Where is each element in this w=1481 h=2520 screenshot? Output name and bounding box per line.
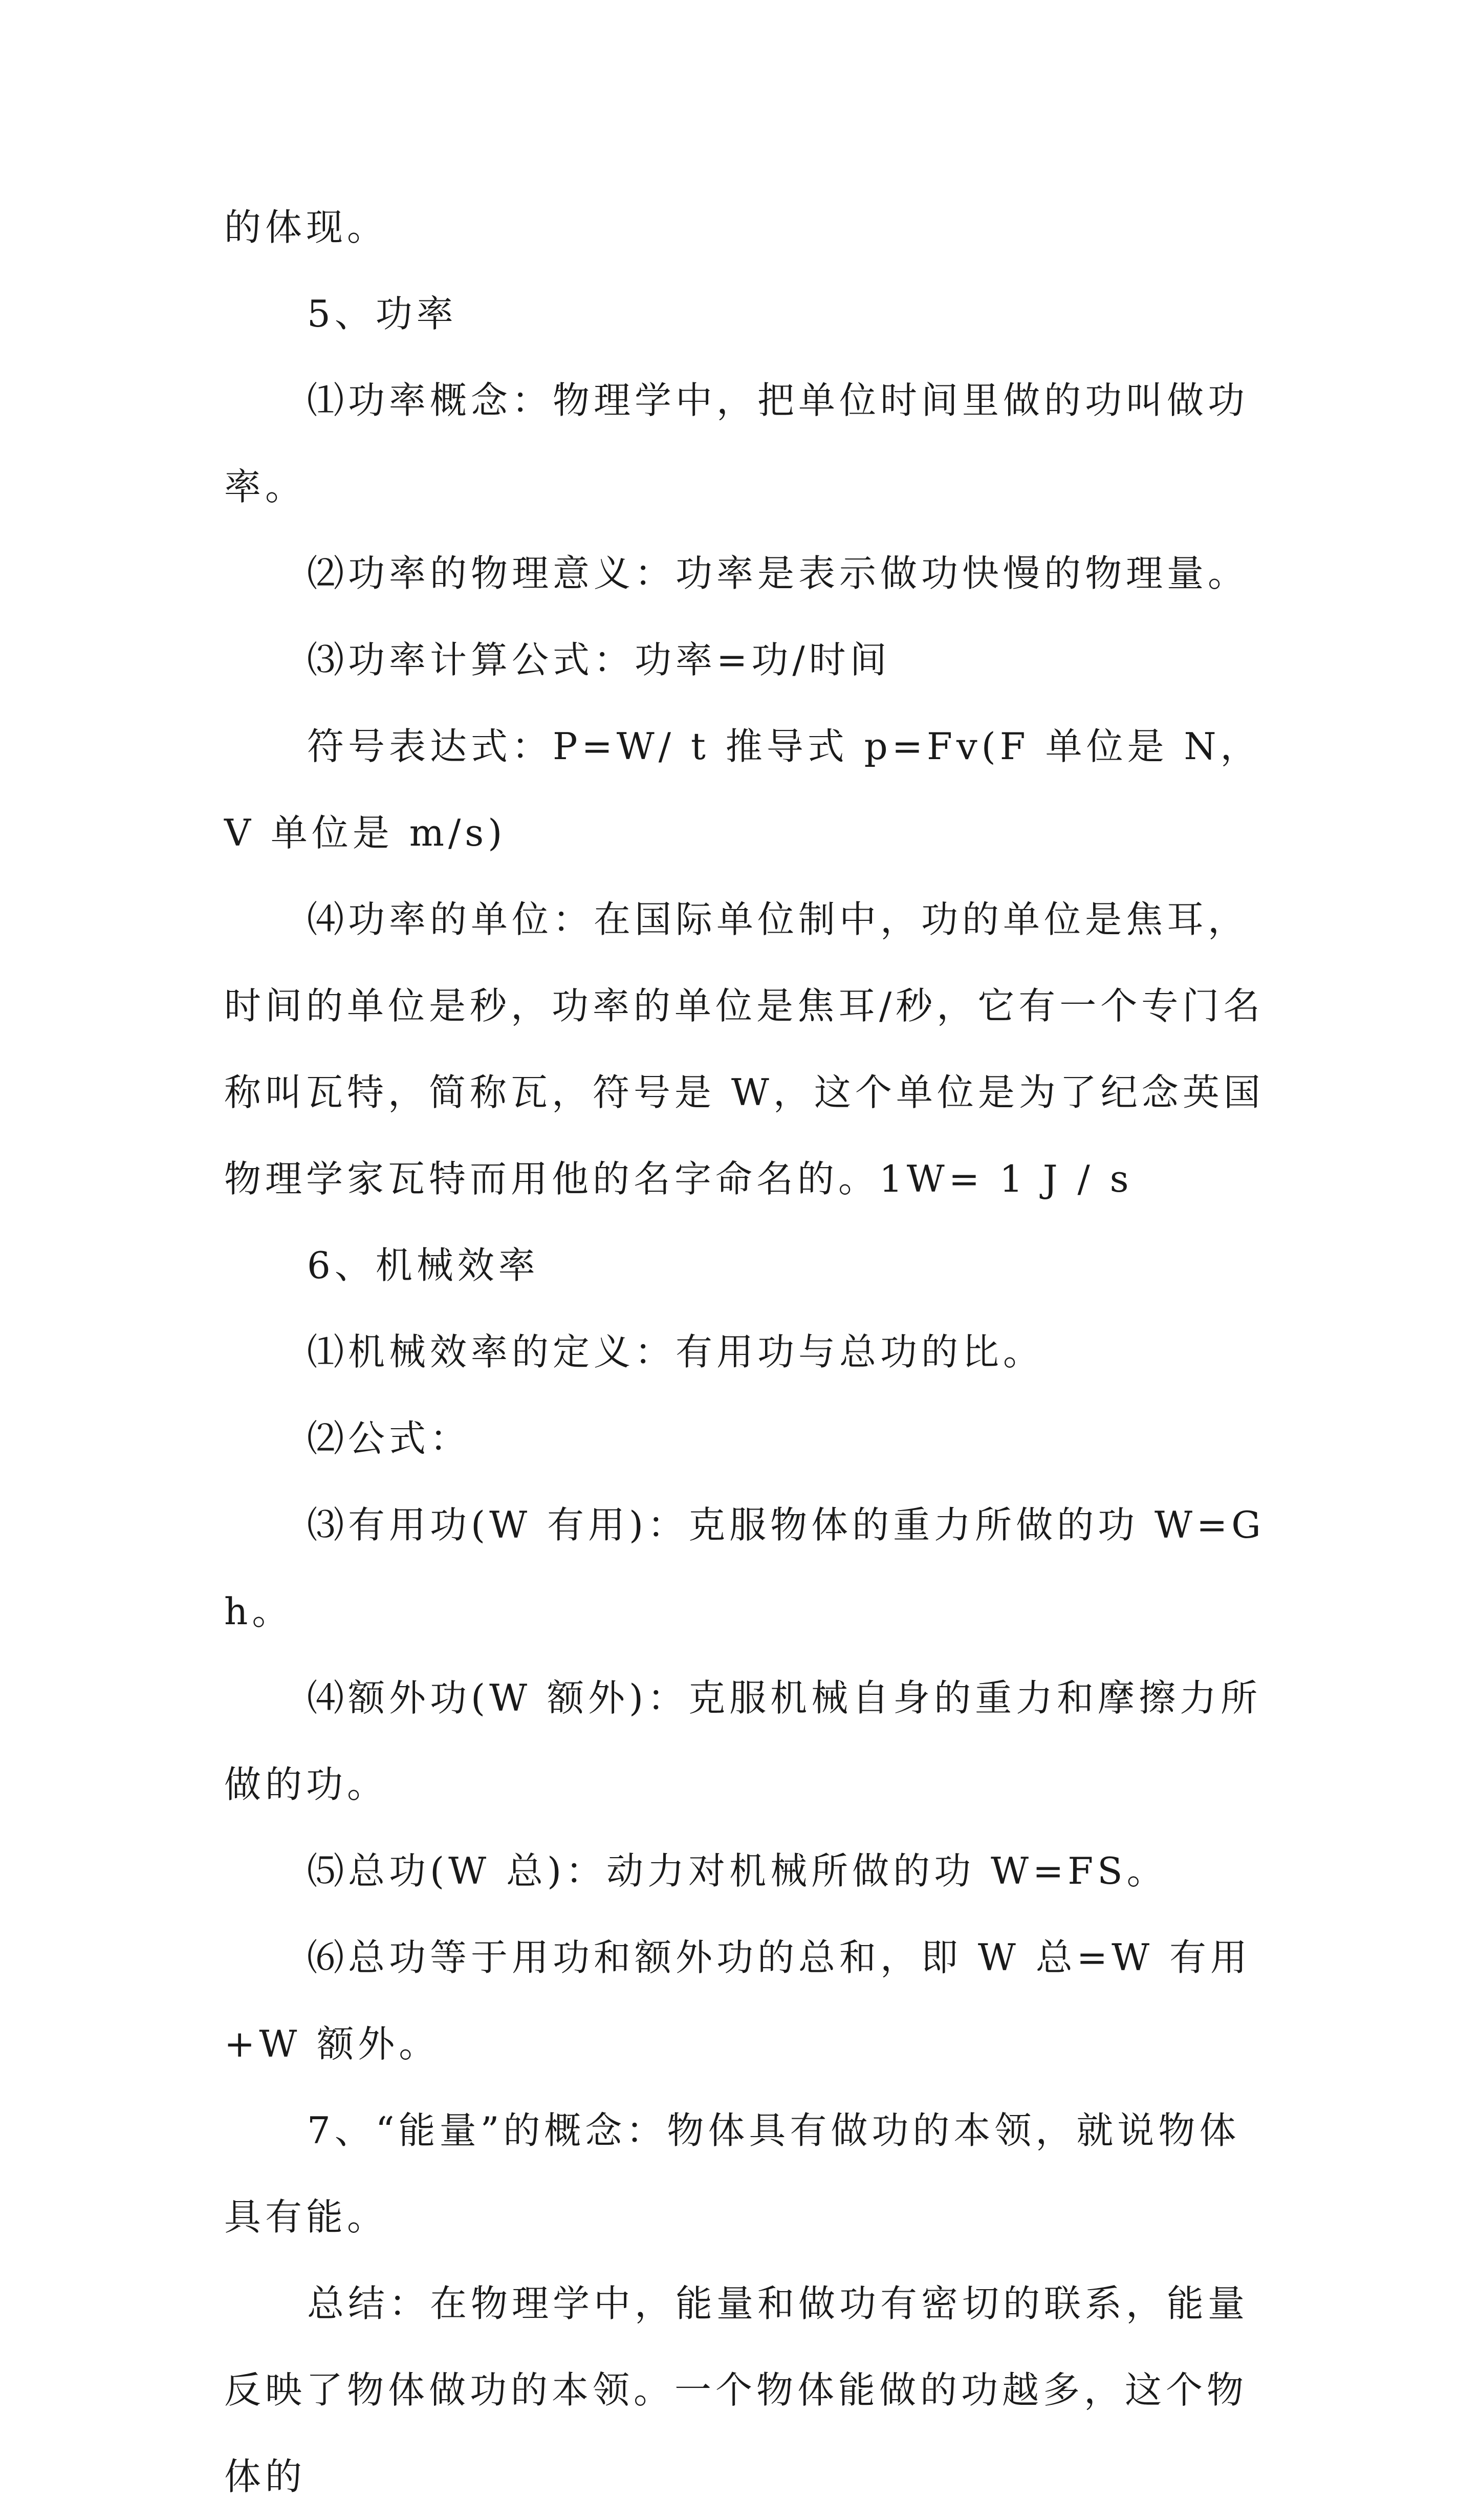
section-heading-power: 5、功率 — [307, 292, 458, 335]
paragraph-total-work: ⑸总功(W 总)：动力对机械所做的功 W=FS。 — [307, 1849, 1168, 1892]
paragraph-efficiency-formula: ⑵公式： — [307, 1417, 471, 1460]
paragraph-total-work-sum: ⑹总功等于用功和额外功的总和，即 W 总=W 有用+W 额外。 — [224, 1936, 1251, 2065]
paragraph-continuation: 的体现。 — [224, 206, 388, 249]
paragraph-efficiency-definition: ⑴机械效率的定义：有用功与总功的比。 — [307, 1330, 1044, 1373]
paragraph-power-unit: ⑷功率的单位：在国际单位制中，功的单位是焦耳，时间的单位是秒，功率的单位是焦耳/秒，它有一个专门名称叫瓦特，简称瓦，符号是 W，这个单位是为了纪念英国物理学家瓦特而用他的名字命名的。1W= 1 J / s — [224, 898, 1265, 1200]
paragraph-power-concept: ⑴功率概念：物理学中，把单位时间里做的功叫做功率。 — [224, 379, 1249, 508]
paragraph-summary: 总结：在物理学中，能量和做功有密切的联系，能量反映了物体做功的本领。一个物体能做的功越多，这个物体的 — [224, 2282, 1249, 2498]
document-body — [224, 184, 1268, 2520]
paragraph-power-symbolic-formula: 符号表达式：P=W/ t 推导式 p=Fv(F 单位是 N，V 单位是 m/s) — [224, 725, 1261, 854]
paragraph-power-formula: ⑶功率计算公式：功率=功/时间 — [307, 638, 891, 681]
paragraph-energy-concept: 7、“能量”的概念：物体具有做功的本领，就说物体具有能。 — [224, 2109, 1240, 2238]
paragraph-power-meaning: ⑵功率的物理意义：功率是表示做功快慢的物理量。 — [307, 552, 1249, 595]
paragraph-extra-work: ⑷额外功(W 额外)：克服机械自身的重力和摩擦力所做的功。 — [224, 1676, 1262, 1806]
paragraph-useful-work: ⑶有用功(W 有用)：克服物体的重力所做的功 W=Gh。 — [224, 1503, 1265, 1633]
section-heading-mechanical-efficiency: 6、机械效率 — [307, 1244, 539, 1287]
